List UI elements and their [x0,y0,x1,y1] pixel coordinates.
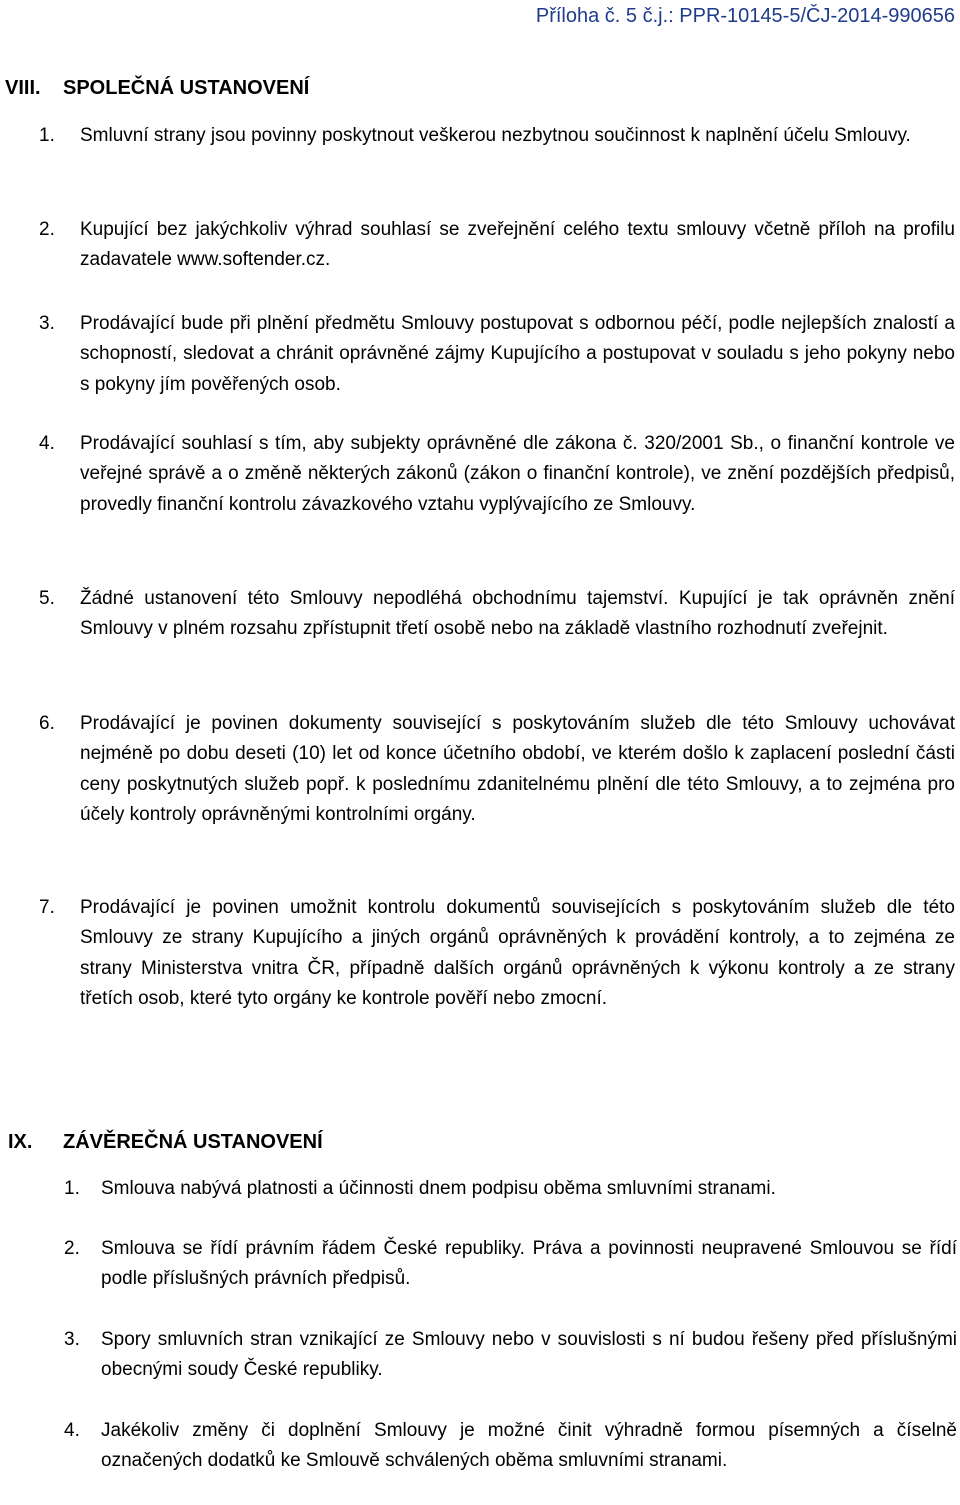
clause-text: Prodávající je povinen umožnit kontrolu dokumentů souvisejících s poskytováním služeb dle této Smlouvy ze strany Kupujícího a jiných orgánů oprávněných k provádění kontroly, a to zejména ze strany Ministerstva vnitra ČR, případně dalších orgánů oprávněných k výkonu kontroly a ze strany třetích osob, které tyto orgány ke kontrole pověří nebo zmocní. [80,897,955,1009]
clause-text: Prodávající souhlasí s tím, aby subjekty oprávněné dle zákona č. 320/2001 Sb., o finanční kontrole ve veřejné správě a o změně některých zákonů (zákon o finanční kontrole), ve znění pozdějších předpisů, provedly finanční kontrolu závazkového vztahu vyplývajícího ze Smlouvy. [80,433,955,515]
clause-viii-7 [39,893,955,1014]
section-title: SPOLEČNÁ USTANOVENÍ [63,77,310,99]
clause-viii-3 [39,309,955,400]
section-number: IX. [8,1131,33,1153]
document-reference: Příloha č. 5 č.j.: PPR-10145-5/ČJ-2014-990656 [535,5,955,27]
clause-text: Spory smluvních stran vznikající ze Smlouvy nebo v souvislosti s ní budou řešeny před příslušnými obecnými soudy České republiky. [101,1329,957,1381]
clause-viii-1 [39,121,955,151]
section-heading-ix [8,1130,908,1154]
clause-number: 3. [64,1329,80,1350]
clause-text: Prodávající bude při plnění předmětu Smlouvy postupovat s odbornou péčí, podle nejlepších znalostí a schopností, sledovat a chránit oprávněné zájmy Kupujícího a postupovat v souladu s jeho pokyny nebo s pokyny jím pověřených osob. [80,313,955,395]
clause-text: Smluvní strany jsou povinny poskytnout veškerou nezbytnou součinnost k naplnění účelu Smlouvy. [80,125,911,146]
clause-number: 2. [64,1238,80,1259]
clause-number: 7. [39,897,55,918]
clause-number: 5. [39,588,55,609]
clause-number: 2. [39,219,55,240]
clause-viii-6 [39,709,955,830]
clause-text: Žádné ustanovení této Smlouvy nepodléhá obchodnímu tajemství. Kupující je tak oprávněn znění Smlouvy v plném rozsahu zpřístupnit třetí osobě nebo na základě vlastního rozhodnutí zveřejnit. [80,588,955,640]
clause-number: 1. [64,1178,80,1199]
clause-number: 4. [64,1420,80,1441]
clause-text: Smlouva nabývá platnosti a účinnosti dnem podpisu oběma smluvními stranami. [101,1178,776,1199]
clause-viii-4 [39,429,955,520]
clause-ix-4 [64,1416,957,1477]
clause-number: 3. [39,313,55,334]
clause-ix-2 [64,1234,957,1295]
clause-ix-3 [64,1325,957,1386]
clause-number: 6. [39,713,55,734]
clause-text: Kupující bez jakýchkoliv výhrad souhlasí se zveřejnění celého textu smlouvy včetně příloh na profilu zadavatele www.softender.cz. [80,219,955,271]
clause-ix-1 [64,1174,957,1204]
section-title: ZÁVĚREČNÁ USTANOVENÍ [63,1131,323,1153]
clause-viii-2 [39,215,955,276]
clause-text: Smlouva se řídí právním řádem České republiky. Práva a povinnosti neupravené Smlouvou se řídí podle příslušných právních předpisů. [101,1238,957,1290]
clause-number: 1. [39,125,55,146]
section-heading-viii [5,76,905,100]
clause-text: Prodávající je povinen dokumenty související s poskytováním služeb dle této Smlouvy uchovávat nejméně po dobu deseti (10) let od konce účetního období, ve kterém došlo k zaplacení poslední části ceny poskytnutých služeb popř. k poslednímu zdanitelnému plnění dle této Smlouvy, a to zejména pro účely kontroly oprávněnými kontrolními orgány. [80,713,955,825]
section-number: VIII. [5,77,41,99]
clause-text: Jakékoliv změny či doplnění Smlouvy je možné činit výhradně formou písemných a číselně označených dodatků ke Smlouvě schválených oběma smluvními stranami. [101,1420,957,1472]
clause-number: 4. [39,433,55,454]
clause-viii-5 [39,584,955,645]
